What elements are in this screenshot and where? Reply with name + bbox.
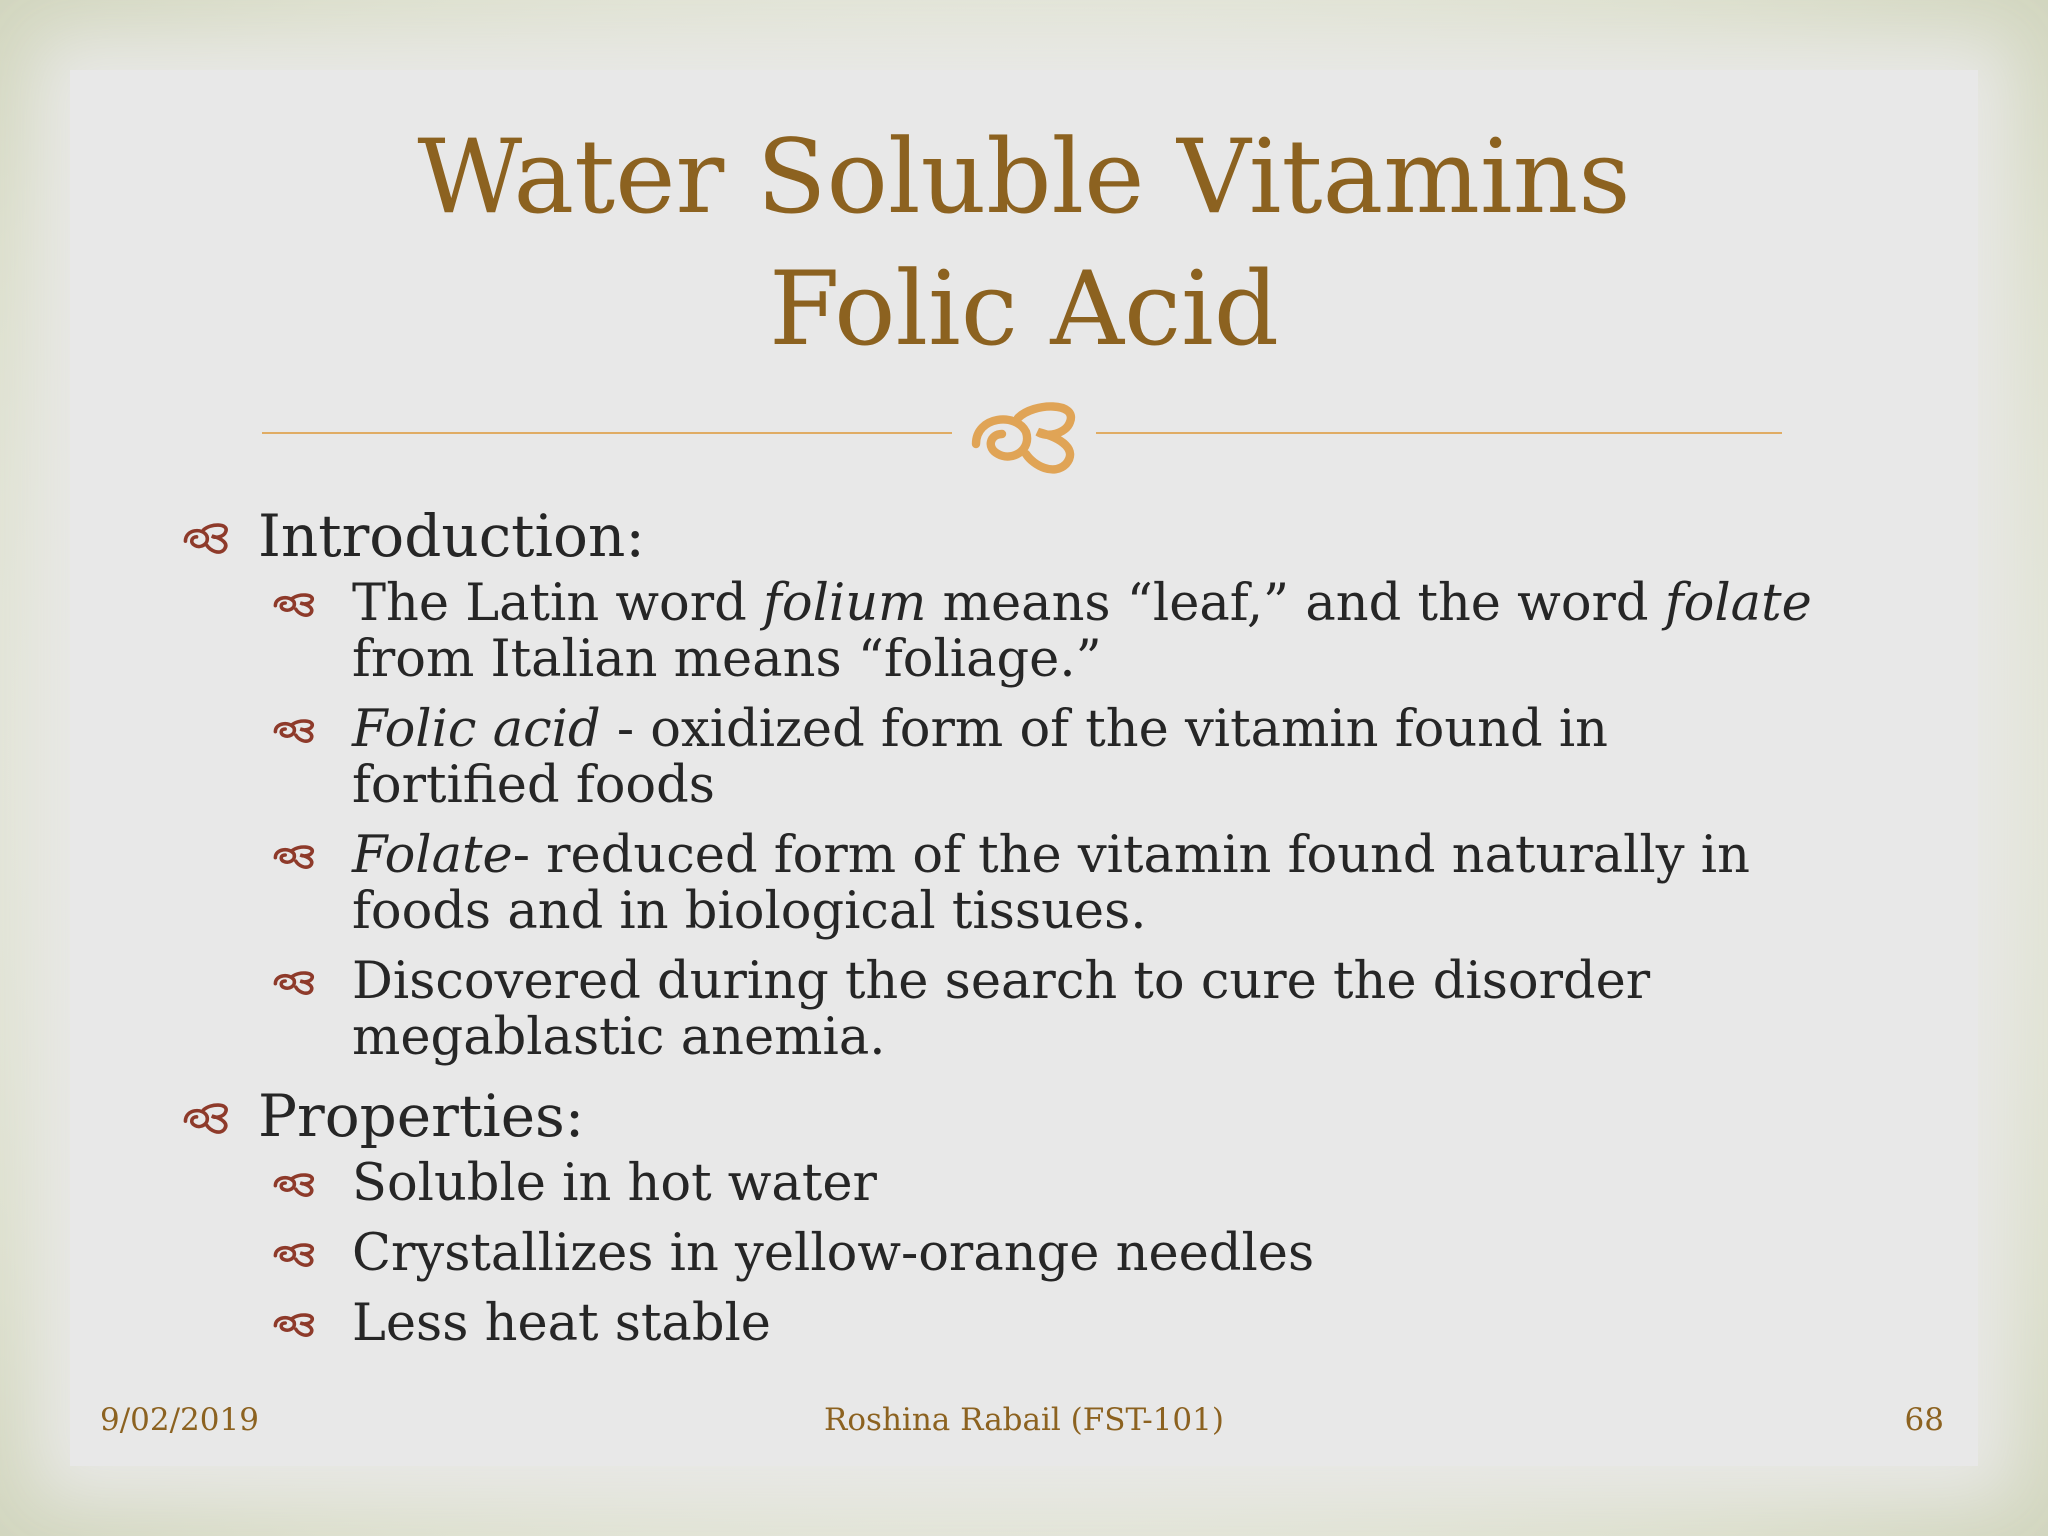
slide-title <box>0 112 2048 376</box>
fleuron-ornament-icon <box>952 382 1096 482</box>
title-line-1: Water Soluble Vitamins <box>417 118 1631 237</box>
fleuron-bullet-icon <box>176 518 236 554</box>
footer-page-number: 68 <box>1904 1402 1944 1438</box>
fleuron-sub-bullet-icon <box>270 588 320 618</box>
list-item: Folic acid - oxidized form of the vitamin found in fortified foods <box>176 702 1816 814</box>
fleuron-sub-bullet-icon <box>270 1168 320 1198</box>
fleuron-sub-bullet-icon <box>270 1308 320 1338</box>
section-heading-properties: Properties: <box>176 1080 1816 1152</box>
footer-date: 9/02/2019 <box>100 1402 259 1438</box>
list-item: The Latin word folium means “leaf,” and the word folate from Italian means “foliage.” <box>176 576 1816 688</box>
list-item: Less heat stable <box>176 1296 1816 1352</box>
fleuron-sub-bullet-icon <box>270 840 320 870</box>
fleuron-bullet-icon <box>176 1098 236 1134</box>
section-heading-introduction: Introduction: <box>176 500 1816 572</box>
fleuron-sub-bullet-icon <box>270 714 320 744</box>
list-item: Discovered during the search to cure the disorder megablastic anemia. <box>176 954 1816 1066</box>
list-item: Soluble in hot water <box>176 1156 1816 1212</box>
fleuron-sub-bullet-icon <box>270 1238 320 1268</box>
title-line-2: Folic Acid <box>768 250 1280 369</box>
footer-author: Roshina Rabail (FST-101) <box>824 1402 1224 1438</box>
slide-body <box>176 500 1816 1352</box>
list-item: Folate- reduced form of the vitamin found naturally in foods and in biological tissues. <box>176 828 1816 940</box>
list-item: Crystallizes in yellow-orange needles <box>176 1226 1816 1282</box>
fleuron-sub-bullet-icon <box>270 966 320 996</box>
